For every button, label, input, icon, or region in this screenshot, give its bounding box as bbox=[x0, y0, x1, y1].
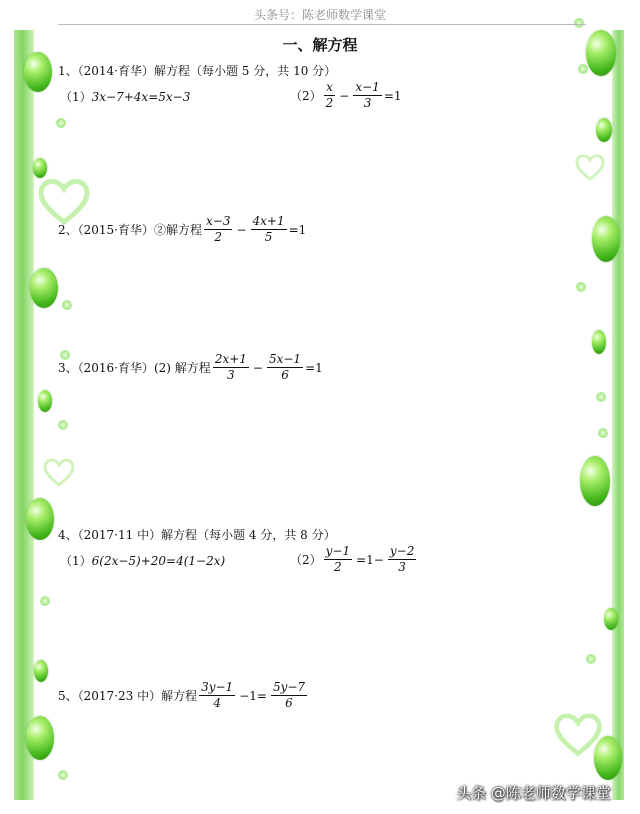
problem-4a-label: （1） bbox=[60, 554, 92, 568]
watermark: 头条 @陈老师数学课堂 bbox=[456, 784, 611, 802]
fraction bbox=[267, 352, 303, 383]
equation-rhs: =1 bbox=[383, 88, 402, 103]
fraction-denominator: 3 bbox=[398, 560, 406, 574]
fraction-numerator: x−3 bbox=[206, 214, 231, 228]
fraction bbox=[251, 214, 287, 245]
heart-icon bbox=[552, 710, 604, 758]
fraction bbox=[324, 544, 352, 575]
fraction-numerator: x bbox=[326, 80, 333, 94]
fraction-denominator: 2 bbox=[214, 230, 223, 244]
problem-4a bbox=[60, 552, 225, 569]
green-ball-icon bbox=[26, 498, 54, 540]
green-ball-icon bbox=[592, 330, 606, 354]
sparkle-icon bbox=[598, 428, 608, 438]
green-ball-icon bbox=[604, 608, 618, 630]
sparkle-icon bbox=[58, 420, 68, 430]
fraction-numerator: 5y−7 bbox=[272, 680, 306, 694]
green-ball-icon bbox=[33, 158, 47, 178]
fraction bbox=[204, 214, 232, 245]
sparkle-icon bbox=[62, 300, 72, 310]
problem-5-prefix: 5、（2017·23 中）解方程 bbox=[58, 689, 198, 703]
fraction-numerator: 4x+1 bbox=[252, 214, 285, 228]
right-border-stripe bbox=[612, 30, 624, 800]
left-border-stripe bbox=[14, 30, 34, 800]
page-header-source: 头条号：陈老师数学课堂 bbox=[253, 8, 386, 22]
problem-1a bbox=[60, 88, 190, 105]
problem-2-prefix: 2、（2015·育华）②解方程 bbox=[58, 223, 202, 237]
sparkle-icon bbox=[576, 282, 586, 292]
fraction-numerator: 3y−1 bbox=[201, 680, 234, 694]
fraction-denominator: 3 bbox=[363, 96, 372, 110]
section-title: 一、解方程 bbox=[282, 36, 358, 54]
fraction-denominator: 5 bbox=[264, 230, 273, 244]
heart-icon bbox=[574, 152, 606, 182]
sparkle-icon bbox=[578, 64, 588, 74]
fraction-denominator: 4 bbox=[213, 696, 221, 710]
green-ball-icon bbox=[592, 216, 620, 262]
green-ball-icon bbox=[38, 390, 52, 412]
fraction-numerator: y−1 bbox=[325, 544, 351, 558]
sparkle-icon bbox=[56, 118, 66, 128]
fraction bbox=[271, 680, 307, 711]
problem-3 bbox=[58, 352, 323, 383]
green-ball-icon bbox=[34, 660, 48, 682]
problem-4b bbox=[290, 544, 418, 575]
fraction bbox=[353, 80, 381, 111]
fraction-numerator: 2x+1 bbox=[214, 352, 247, 366]
fraction-numerator: y−2 bbox=[389, 544, 415, 558]
green-ball-icon bbox=[24, 52, 52, 92]
fraction-numerator: x−1 bbox=[355, 80, 380, 94]
problem-4a-equation: 6(2x−5)+20=4(1−2x) bbox=[91, 553, 226, 568]
fraction-denominator: 2 bbox=[334, 560, 342, 574]
minus-sign: − bbox=[252, 360, 263, 375]
problem-3-prefix: 3、（2016·育华）(2) 解方程 bbox=[58, 361, 211, 375]
problem-4b-label: （2） bbox=[290, 553, 322, 567]
fraction bbox=[213, 352, 249, 383]
sparkle-icon bbox=[40, 596, 50, 606]
problem-1b-label: （2） bbox=[290, 89, 322, 103]
header-divider bbox=[58, 24, 586, 25]
fraction bbox=[199, 680, 235, 711]
fraction-denominator: 6 bbox=[281, 368, 289, 382]
green-ball-icon bbox=[26, 716, 54, 760]
fraction bbox=[324, 80, 336, 111]
problem-1b bbox=[290, 80, 402, 111]
problem-1a-equation: 3x−7+4x=5x−3 bbox=[91, 89, 191, 104]
equation-rhs: =1 bbox=[305, 360, 323, 375]
fraction-denominator: 3 bbox=[227, 368, 235, 382]
sparkle-icon bbox=[58, 770, 68, 780]
minus-sign: − bbox=[236, 222, 247, 237]
sparkle-icon bbox=[586, 654, 596, 664]
fraction-denominator: 6 bbox=[285, 696, 293, 710]
heart-icon bbox=[42, 456, 76, 488]
problem-5 bbox=[58, 680, 309, 711]
minus-sign: − bbox=[339, 88, 350, 103]
sparkle-icon bbox=[596, 392, 606, 402]
problem-1a-label: （1） bbox=[60, 90, 92, 104]
problem-2 bbox=[58, 214, 306, 245]
problem-4-heading: 4、（2017·11 中）解方程（每小题 4 分，共 8 分） bbox=[58, 528, 336, 542]
fraction bbox=[388, 544, 416, 575]
green-ball-icon bbox=[30, 268, 58, 308]
green-ball-icon bbox=[596, 118, 612, 142]
fraction-numerator: 5x−1 bbox=[268, 352, 302, 366]
equation-rhs: =1 bbox=[288, 222, 307, 237]
problem-1-heading: 1、（2014·育华）解方程（每小题 5 分，共 10 分） bbox=[58, 64, 337, 78]
minus-one-equals: −1= bbox=[239, 688, 267, 703]
green-ball-icon bbox=[580, 456, 610, 506]
equals-one-minus: =1− bbox=[356, 552, 384, 567]
fraction-denominator: 2 bbox=[325, 96, 334, 110]
